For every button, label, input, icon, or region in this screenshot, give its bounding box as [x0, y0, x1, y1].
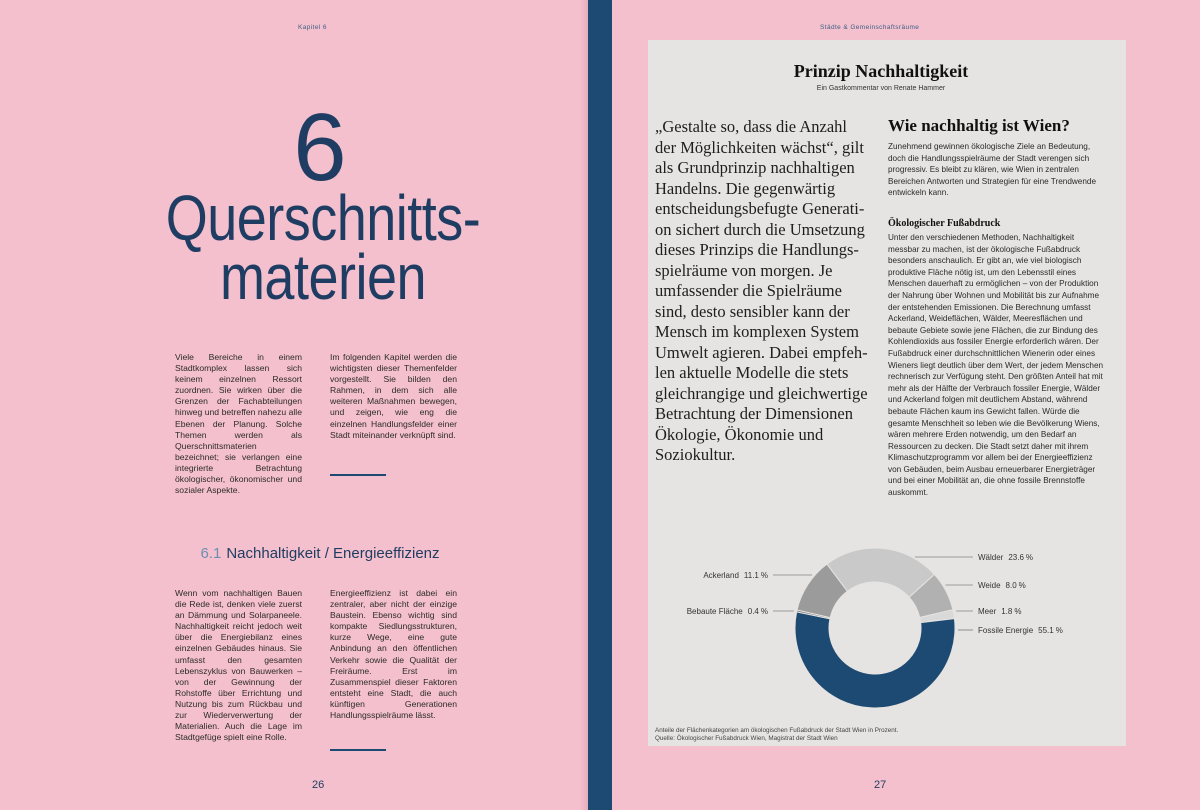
chart-label-unit: %	[1055, 626, 1063, 635]
chapter-title-line-2: materien	[219, 242, 427, 314]
right-running-head: Städte & Gemeinschaftsräume	[820, 24, 920, 31]
quote-line: der Möglichkeiten wächst“, gilt	[655, 137, 864, 157]
intro-end-rule	[330, 474, 386, 476]
chart-label-name: Fossile Energie	[978, 626, 1034, 635]
chart-label-name: Weide	[978, 581, 1001, 590]
quote-line: Ökologie, Ökonomie und	[655, 424, 824, 444]
chart-label-name: Ackerland	[703, 571, 739, 580]
chart-label-name: Wälder	[978, 553, 1004, 562]
section-number: 6.1	[200, 545, 222, 562]
chart-label-unit: %	[760, 571, 768, 580]
sidebar-subheading: Ökologischer Fußabdruck	[888, 218, 1001, 229]
quote-line: Soziokultur.	[655, 445, 736, 464]
quote-line: als Grundprinzip nachhaltigen	[655, 158, 855, 177]
donut-segment-fossile-energie	[795, 612, 955, 708]
chart-label-value: 1.8	[1001, 607, 1013, 616]
section-column-2: Energieeffizienz ist dabei ein zentraler, aber nicht der einzige Baustein. Ebenso wichtig sind kompakte Siedlungsstrukturen, kurze Wege, eine gute Anbindung an den öffentlichen Verkehr sowie die Qualität der Freiräume. Erst im Zusammenspiel dieser Faktoren entsteht eine Stadt, die auch künftigen Generationen Handlungsspielräume lässt.	[330, 588, 457, 721]
commentary-byline: Ein Gastkommentar von Renate Hammer	[816, 85, 946, 92]
footnote-line: Anteile der Flächenkategorien am ökologischen Fußabdruck der Stadt Wien in Prozent.	[655, 727, 899, 734]
chart-label-waelder	[978, 553, 1033, 562]
commentary-title: Prinzip Nachhaltigkeit	[793, 61, 969, 81]
quote-line: umfassender die Spielräume	[655, 281, 842, 300]
right-page-number: 27	[874, 779, 887, 791]
quote-line: spielräume von morgen. Je	[655, 260, 833, 280]
ecological-footprint-donut-chart	[640, 535, 1120, 725]
chart-label-unit: %	[1014, 607, 1022, 616]
quote-line: Handelns. Die gegenwärtig	[655, 178, 836, 198]
sidebar-intro: Zunehmend gewinnen ökologische Ziele an Bedeutung, doch die Handlungsspielräume der Stadt verengen sich progressiv. Es bleibt zu klären, wie Wien in zentralen Bereichen Antworten und Strategien für eine Trendwende entwickeln kann.	[888, 142, 1097, 198]
pull-quote	[655, 117, 868, 466]
section-title: Nachhaltigkeit / Energieeffizienz	[226, 545, 440, 562]
chart-label-name: Bebaute Fläche	[686, 607, 743, 616]
intro-column-2: Im folgenden Kapitel werden die wichtigsten dieser Themenfelder vorgestellt. Sie bilden den Rahmen, in dem sich alle weiteren Maßnahmen bewegen, und zeigen, wie eng die einzelnen Handlungsfelder einer Stadt miteinander verknüpft sind.	[330, 352, 457, 440]
quote-line: Mensch im komplexen System	[655, 322, 859, 341]
quote-line: on sichert durch die Umsetzung	[655, 219, 865, 239]
spine-stripe	[588, 0, 612, 810]
section-column-1: Wenn vom nachhaltigen Bauen die Rede ist, denken viele zuerst an Dämmung und Solarpaneele. Nachhaltigkeit reicht jedoch weit über die Energiebilanz eines einzelnen Gebäudes hinaus. Sie umfasst den gesamten Lebenszyklus von Bauwerken – von der Gewinnung der Rohstoffe über Errichtung und Nutzung bis zum Rückbau und zur Wiederverwertung der Materialien. Auch die Lage im Stadtgefüge spielt eine Rolle.	[175, 588, 302, 743]
quote-line: dieses Prinzips die Handlungs-	[655, 240, 859, 259]
chart-label-unit: %	[760, 607, 768, 616]
quote-line: „Gestalte so, dass die Anzahl	[655, 117, 847, 136]
left-running-head: Kapitel 6	[298, 24, 327, 31]
quote-line: gleichrangige und gleichwertige	[655, 383, 868, 403]
chart-label-value: 11.1	[743, 571, 759, 580]
chart-label-unit: %	[1018, 581, 1026, 590]
gutter-shadow	[580, 0, 588, 810]
chart-label-value: 23.6	[1008, 553, 1024, 562]
quote-line: entscheidungsbefugte Generati-	[655, 199, 865, 218]
intro-column-1: Viele Bereiche in einem Stadtkomplex lassen sich keinem einzelnen Ressort zuordnen. Sie wirken über die Grenzen der Fachabteilungen hinweg und betreffen nahezu alle Ebenen der Planung. Solche Themen werden als Querschnittsmaterien bezeichnet; sie verlangen eine integrierte Betrachtung ökologischer, ökonomischer und sozialer Aspekte.	[175, 352, 302, 496]
chart-footnote	[655, 727, 1035, 743]
footnote-line: Quelle: Ökologischer Fußabdruck Wien, Magistrat der Stadt Wien	[655, 735, 838, 742]
chart-label-meer	[978, 607, 1021, 616]
sidebar-body: Unter den verschiedenen Methoden, Nachhaltigkeit messbar zu machen, ist der ökologische Fußabdruck besonders anschaulich. Er gibt an, wie viel biologisch produktive Fläche nötig ist, um den Lebensstil eines Menschen dauerhaft zu ermöglichen – von der Produktion der Nahrung über Wohnen und Mobilität bis zur Aufnahme der entstehenden Emissionen. Die Berechnung umfasst Ackerland, Weideflächen, Wälder, Meeresflächen und bebaute Gebiete sowie jene Flächen, die zur Bindung des Kohlendioxids aus fossiler Energie erforderlich wären. Der Fußabdruck einer durchschnittlichen Wienerin oder eines Wieners liegt deutlich über dem Wert, der jedem Menschen rechnerisch zur Verfügung steht. Den größten Anteil hat mit mehr als der Hälfte der Verbrauch fossiler Energie, Wälder und Ackerland folgen mit deutlichem Abstand, während bebaute Flächen kaum ins Gewicht fallen. Würde die gesamte Menschheit so leben wie die Bevölkerung Wiens, wären mehrere Erden notwendig, um den Bedarf an Ressourcen zu decken. Die Stadt setzt daher mit ihrem Klimaschutzprogramm vor allem bei der Energieeffizienz von Gebäuden, beim Ausbau erneuerbarer Energieträger und bei einer Mobilität an, die ohne fossile Brennstoffe auskommt.	[888, 233, 1104, 498]
quote-line: len aktuelle Modelle die stets	[655, 363, 849, 382]
quote-line: Betrachtung der Dimensionen	[655, 404, 853, 423]
chart-label-bebaute-flaeche	[687, 607, 768, 616]
chart-label-unit: %	[1025, 553, 1034, 562]
chart-label-ackerland	[703, 571, 768, 580]
sidebar-heading: Wie nachhaltig ist Wien?	[888, 116, 1070, 135]
chart-label-value: 8.0	[1005, 581, 1017, 590]
chapter-number: 6	[293, 94, 347, 201]
chart-label-weide	[978, 581, 1026, 590]
quote-line: Umwelt agieren. Dabei empfeh-	[655, 342, 868, 362]
chart-label-name: Meer	[978, 607, 997, 616]
section-end-rule	[330, 749, 386, 751]
chapter-title-line-1: Querschnitts-	[165, 183, 481, 255]
chart-label-fossile-energie	[978, 626, 1063, 635]
chart-label-value: 55.1	[1038, 626, 1054, 635]
quote-line: sind, desto sensibler kann der	[655, 301, 850, 321]
left-page-number: 26	[312, 779, 325, 791]
chart-label-value: 0.4	[747, 607, 759, 616]
section-heading	[150, 545, 490, 563]
